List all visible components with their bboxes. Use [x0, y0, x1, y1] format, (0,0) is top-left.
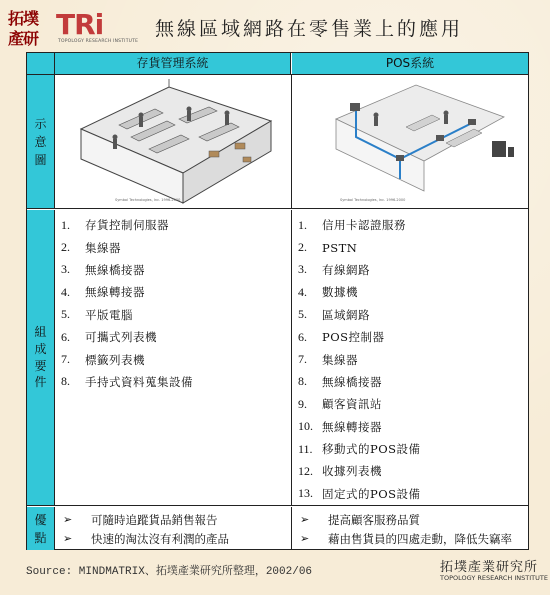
illustration-row: [27, 75, 528, 209]
company-logo: [8, 6, 139, 48]
footer-logo: [440, 556, 548, 586]
inventory-components-list: [61, 214, 193, 393]
item-number: 4.: [61, 284, 70, 299]
illustration-credit-a: Symbol Technologies, Inc. 1996-2000: [115, 198, 181, 202]
footer-logo-cn: 拓墣產業研究所: [440, 560, 539, 575]
illustration-credit-b: Symbol Technologies, Inc. 1996-2000: [340, 198, 406, 202]
inventory-advantages-list: [63, 510, 229, 548]
item-number: 8.: [298, 374, 307, 389]
page-title: 無線區域網路在零售業上的應用: [155, 18, 464, 40]
advantage-item: ➢ 提高顧客服務品質: [300, 512, 420, 527]
row-label-components: 組 成 要 件: [27, 210, 55, 505]
item-number: 7.: [298, 352, 307, 367]
item-text: 集線器: [85, 240, 121, 255]
pos-advantages-list: [300, 510, 512, 548]
corner-cell: [27, 53, 55, 74]
item-text: 區域網路: [322, 307, 370, 322]
item-number: 6.: [298, 329, 307, 344]
list-item: [298, 460, 421, 482]
footer-logo-en: TOPOLOGY RESEARCH INSTITUTE: [440, 574, 548, 582]
item-text: 固定式的POS設備: [322, 486, 421, 501]
item-number: 5.: [61, 307, 70, 322]
list-item: [61, 236, 193, 258]
list-item: [61, 348, 193, 370]
list-item: [61, 214, 193, 236]
bullet-arrow-icon: ➢: [63, 532, 73, 545]
bullet-arrow-icon: ➢: [63, 513, 73, 526]
table-header-row: [27, 53, 528, 75]
item-number: 5.: [298, 307, 307, 322]
item-text: 顧客資訊站: [322, 397, 382, 412]
list-item: [61, 326, 193, 348]
list-item: [298, 326, 421, 348]
item-number: 7.: [61, 352, 70, 367]
bullet-arrow-icon: ➢: [300, 532, 310, 545]
col-header-inventory: 存貨管理系統: [55, 53, 291, 74]
pos-components-list: [298, 214, 421, 505]
advantages-row: [27, 507, 528, 550]
logo-subtitle: TOPOLOGY RESEARCH INSTITUTE: [58, 39, 139, 44]
comparison-table: [26, 52, 529, 550]
item-text: 有線網路: [322, 262, 370, 277]
item-number: 12.: [298, 463, 313, 478]
bullet-arrow-icon: ➢: [300, 513, 310, 526]
item-text: POS控制器: [322, 330, 385, 345]
source-note: Source: MINDMATRIX、拓墣產業研究所整理，2002/06: [26, 566, 313, 578]
item-number: 10.: [298, 419, 313, 434]
inventory-components-cell: [55, 210, 292, 505]
list-item: [298, 416, 421, 438]
list-item: [298, 438, 421, 460]
components-row: [27, 210, 528, 506]
inventory-advantages-cell: [55, 507, 292, 550]
item-text: 收據列表機: [322, 464, 382, 479]
advantage-item: ➢ 藉由售貨員的四處走動，降低失竊率: [300, 531, 512, 546]
item-text: PSTN: [322, 240, 358, 255]
list-item: [61, 281, 193, 303]
item-text: 集線器: [322, 352, 358, 367]
list-item: [298, 214, 421, 236]
item-text: 無線轉接器: [85, 285, 145, 300]
advantage-item: ➢ 可隨時追蹤貨品銷售報告: [63, 512, 218, 527]
item-text: 信用卡認證服務: [322, 218, 406, 233]
list-item: [61, 371, 193, 393]
item-text: 數據機: [322, 285, 358, 300]
pos-components-cell: [292, 210, 528, 505]
logo-cn-line2: 產研: [8, 29, 39, 48]
pos-system-illustration: [296, 79, 524, 205]
item-number: 9.: [298, 396, 307, 411]
item-number: 1.: [61, 217, 70, 232]
item-number: 1.: [298, 217, 307, 232]
pos-advantages-cell: [292, 507, 528, 550]
list-item: [61, 259, 193, 281]
inventory-system-illustration: [59, 79, 287, 205]
list-item: [298, 259, 421, 281]
item-text: 無線轉接器: [322, 419, 382, 434]
pos-illustration-cell: [292, 75, 528, 208]
item-number: 2.: [298, 240, 307, 255]
list-item: [298, 483, 421, 505]
list-item: [61, 304, 193, 326]
item-text: 可攜式列表機: [85, 330, 157, 345]
item-text: 無線橋接器: [322, 374, 382, 389]
item-text: 無線橋接器: [85, 262, 145, 277]
item-number: 13.: [298, 486, 313, 501]
item-number: 3.: [298, 262, 307, 277]
item-number: 2.: [61, 240, 70, 255]
row-label-advantages: 優 點: [27, 507, 55, 550]
item-text: 手持式資料蒐集設備: [85, 374, 193, 389]
list-item: [298, 236, 421, 258]
list-item: [298, 393, 421, 415]
item-text: 平版電腦: [85, 307, 133, 322]
list-item: [298, 371, 421, 393]
list-item: [298, 348, 421, 370]
logo-mark: TRi: [56, 8, 104, 41]
col-header-pos: POS系統: [292, 53, 528, 74]
list-item: [298, 281, 421, 303]
advantage-item: ➢ 快速的淘汰沒有利潤的產品: [63, 531, 229, 546]
item-number: 6.: [61, 329, 70, 344]
item-number: 11.: [298, 441, 313, 456]
item-text: 標籤列表機: [85, 352, 145, 367]
list-item: [298, 304, 421, 326]
item-text: 移動式的POS設備: [322, 442, 421, 457]
item-number: 8.: [61, 374, 70, 389]
item-text: 存貨控制伺服器: [85, 218, 169, 233]
item-number: 4.: [298, 284, 307, 299]
row-label-illustration: 示 意 圖: [27, 75, 55, 208]
logo-cn-line1: 拓墣: [8, 9, 39, 28]
inventory-illustration-cell: [55, 75, 292, 208]
item-number: 3.: [61, 262, 70, 277]
